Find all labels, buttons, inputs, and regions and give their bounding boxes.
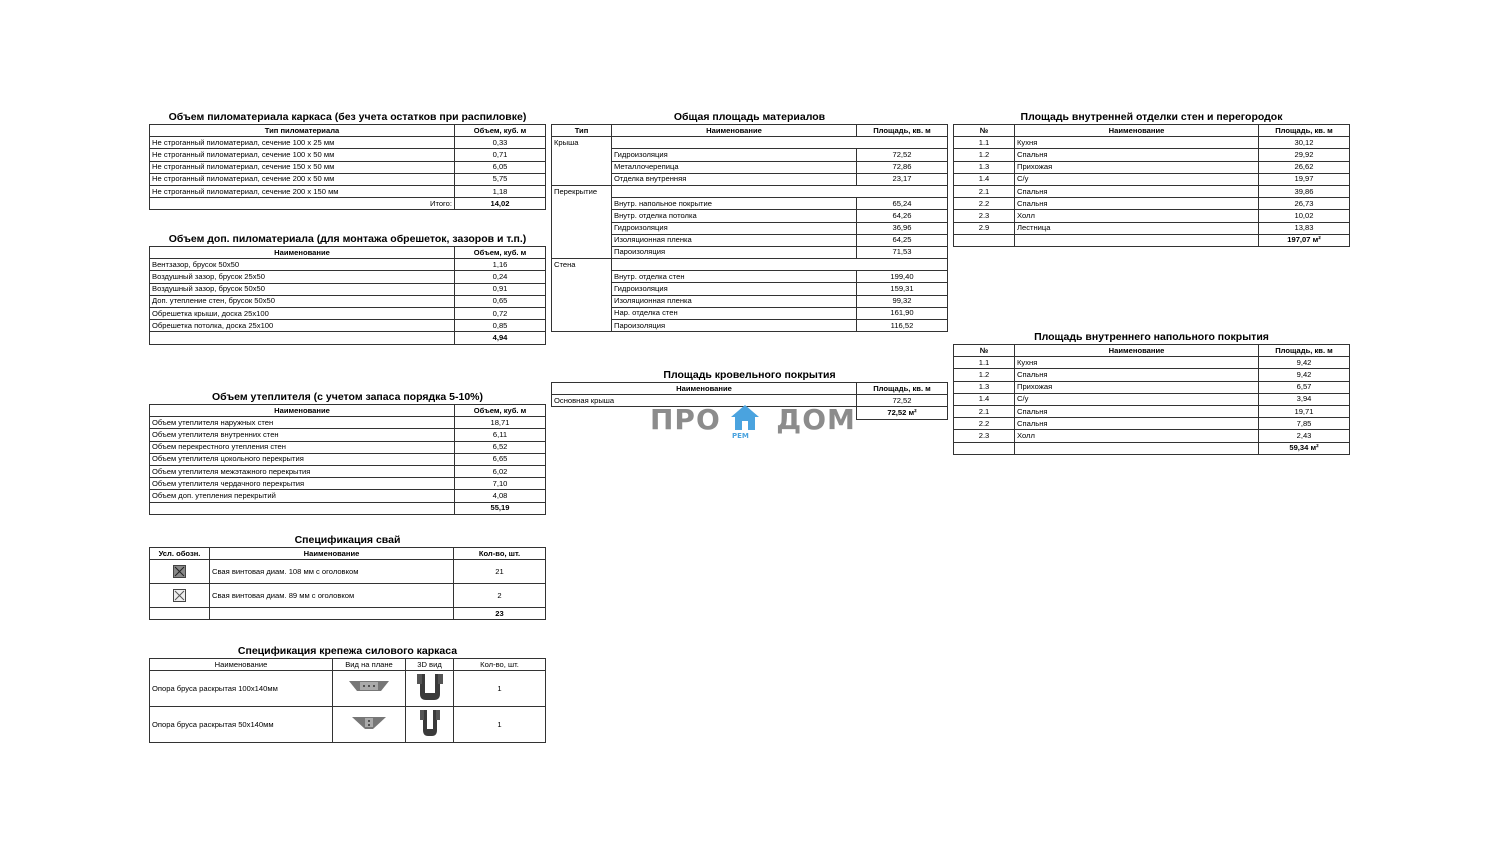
empty-cell (552, 210, 612, 222)
table-row (552, 271, 948, 283)
lumber-table (149, 124, 546, 210)
insulation-table (149, 404, 546, 515)
table-row (150, 307, 546, 319)
walls-table (953, 124, 1350, 247)
cell-value: 72,52 (857, 395, 948, 407)
table-row (552, 283, 948, 295)
col-header: Наименование (210, 548, 454, 560)
lumber-title: Объем пиломатериала каркаса (без учета остатков при распиловке) (168, 111, 527, 123)
cell-value: 10,02 (1259, 210, 1350, 222)
table-row (150, 441, 546, 453)
empty-cell (857, 137, 948, 149)
table-row (954, 430, 1350, 442)
table-row (954, 393, 1350, 405)
table-row (552, 222, 948, 234)
cell-name: Свая винтовая диам. 108 мм с оголовком (210, 560, 454, 584)
cell-value: 0,33 (455, 137, 546, 149)
cell-name: Отделка внутренняя (612, 173, 857, 185)
empty-cell (612, 259, 857, 271)
total-value: 55,19 (455, 502, 546, 514)
cell-name: Спальня (1015, 405, 1259, 417)
table-row (954, 173, 1350, 185)
cell-value: 9,42 (1259, 357, 1350, 369)
piles-table (149, 547, 546, 620)
cell-value: 5,75 (455, 173, 546, 185)
empty-cell (552, 271, 612, 283)
cell-name: Основная крыша (552, 395, 857, 407)
empty-cell (552, 234, 612, 246)
cell-name: Объем утеплителя чердачного перекрытия (150, 478, 455, 490)
empty-cell (1015, 442, 1259, 454)
table-row (552, 234, 948, 246)
table-row (150, 137, 546, 149)
table-row (150, 185, 546, 197)
table-row (552, 210, 948, 222)
cell-name: Вентзазор, брусок 50х50 (150, 259, 455, 271)
logo-left-text: ПРО (650, 403, 721, 436)
table-row (954, 405, 1350, 417)
empty-cell (552, 320, 612, 332)
table-row (552, 246, 948, 258)
cell-number: 1.3 (954, 161, 1015, 173)
cell-value: 199,40 (857, 271, 948, 283)
cell-qty: 1 (454, 671, 546, 707)
cell-number: 2.9 (954, 222, 1015, 234)
table-row (150, 584, 546, 608)
cell-name: Холл (1015, 430, 1259, 442)
col-header: Площадь, кв. м (857, 125, 948, 137)
total-row (150, 608, 546, 620)
cell-name: Доп. утепление стен, брусок 50х50 (150, 295, 455, 307)
cell-value: 159,31 (857, 283, 948, 295)
cell-value: 6,65 (455, 453, 546, 465)
table-row (150, 465, 546, 477)
cell-value: 6,57 (1259, 381, 1350, 393)
cell-value: 3,94 (1259, 393, 1350, 405)
table-row (552, 307, 948, 319)
empty-cell (954, 442, 1015, 454)
cell-number: 1.1 (954, 357, 1015, 369)
table-row (150, 271, 546, 283)
cell-number: 2.2 (954, 418, 1015, 430)
cell-number: 1.3 (954, 381, 1015, 393)
group-type: Перекрытие (552, 185, 612, 197)
floors-table (953, 344, 1350, 455)
cell-name: Не строганный пиломатериал, сечение 100 х 50 мм (150, 149, 455, 161)
cell-value: 0,85 (455, 320, 546, 332)
cell-name: Металлочерепица (612, 161, 857, 173)
cell-number: 1.4 (954, 393, 1015, 405)
empty-cell (857, 259, 948, 271)
cell-name: Обрешетка потолка, доска 25х100 (150, 320, 455, 332)
cell-name: Изоляционная пленка (612, 234, 857, 246)
materials-title: Общая площадь материалов (673, 111, 826, 123)
total-value: 59,34 м² (1259, 442, 1350, 454)
cell-name: Не строганный пиломатериал, сечение 150 х 50 мм (150, 161, 455, 173)
joist-hanger-3d-icon (406, 671, 454, 707)
empty-cell (552, 283, 612, 295)
cell-value: 6,52 (455, 441, 546, 453)
table-row (150, 707, 546, 743)
cell-value: 26,73 (1259, 198, 1350, 210)
table-row (150, 417, 546, 429)
cell-name: Не строганный пиломатериал, сечение 200 х 150 мм (150, 185, 455, 197)
pile-108-symbol-icon (173, 565, 186, 578)
total-value: 72,52 м² (857, 407, 948, 419)
table-row (954, 149, 1350, 161)
cell-name: Пароизоляция (612, 246, 857, 258)
cell-name: Нар. отделка стен (612, 307, 857, 319)
col-header: № (954, 125, 1015, 137)
cell-name: Воздушный зазор, брусок 25х50 (150, 271, 455, 283)
empty-cell (612, 185, 857, 197)
group-type: Стена (552, 259, 612, 271)
cell-name: С/у (1015, 173, 1259, 185)
cell-value: 30,12 (1259, 137, 1350, 149)
cell-number: 2.1 (954, 405, 1015, 417)
cell-value: 72,86 (857, 161, 948, 173)
cell-value: 19,71 (1259, 405, 1350, 417)
cell-number: 2.3 (954, 430, 1015, 442)
cell-value: 39,86 (1259, 185, 1350, 197)
col-header: Кол-во, шт. (454, 659, 546, 671)
cell-name: Пароизоляция (612, 320, 857, 332)
col-header: 3D вид (406, 659, 454, 671)
total-row (954, 234, 1350, 246)
col-header: Вид на плане (333, 659, 406, 671)
cell-name: Объем доп. утепления перекрытий (150, 490, 455, 502)
cell-value: 0,72 (455, 307, 546, 319)
cell-name: Внутр. отделка потолка (612, 210, 857, 222)
table-row (150, 453, 546, 465)
piles-table-block (149, 534, 546, 620)
logo-right-text: ДОМ (776, 403, 856, 436)
cell-value: 65,24 (857, 198, 948, 210)
cell-value: 0,24 (455, 271, 546, 283)
cell-name: Изоляционная пленка (612, 295, 857, 307)
cell-name: Прихожая (1015, 161, 1259, 173)
empty-cell (552, 246, 612, 258)
table-row (954, 369, 1350, 381)
col-header: Наименование (150, 659, 333, 671)
cell-value: 64,25 (857, 234, 948, 246)
table-row (150, 429, 546, 441)
empty-cell (150, 608, 210, 620)
empty-cell (552, 307, 612, 319)
table-row (954, 222, 1350, 234)
table-row (150, 490, 546, 502)
walls-title: Площадь внутренней отделки стен и перегородок (1020, 111, 1283, 123)
empty-cell (954, 234, 1015, 246)
total-value: 23 (454, 608, 546, 620)
cell-number: 2.2 (954, 198, 1015, 210)
table-row (954, 210, 1350, 222)
floors-table-block (953, 331, 1350, 455)
symbol-cell (150, 560, 210, 584)
cell-value: 26,62 (1259, 161, 1350, 173)
total-row (150, 198, 546, 210)
table-row (954, 161, 1350, 173)
table-row (552, 295, 948, 307)
cell-name: Обрешетка крыши, доска 25х100 (150, 307, 455, 319)
col-header: Наименование (1015, 345, 1259, 357)
cell-value: 6,11 (455, 429, 546, 441)
col-header: Тип (552, 125, 612, 137)
cell-value: 13,83 (1259, 222, 1350, 234)
fasteners-table-block (149, 645, 546, 743)
col-header: Объем, куб. м (455, 405, 546, 417)
cell-name: Объем утеплителя внутренних стен (150, 429, 455, 441)
total-value: 14,02 (455, 198, 546, 210)
table-row (150, 149, 546, 161)
cell-name: Спальня (1015, 149, 1259, 161)
walls-table-block (953, 111, 1350, 247)
cell-name: Воздушный зазор, брусок 50х50 (150, 283, 455, 295)
cell-value: 2,43 (1259, 430, 1350, 442)
cell-name: Лестница (1015, 222, 1259, 234)
empty-cell (552, 295, 612, 307)
empty-cell (552, 149, 612, 161)
cell-value: 72,52 (857, 149, 948, 161)
col-header: Усл. обозн. (150, 548, 210, 560)
cell-name: Спальня (1015, 369, 1259, 381)
col-header: Тип пиломатериала (150, 125, 455, 137)
table-row (552, 320, 948, 332)
cell-value: 6,05 (455, 161, 546, 173)
cell-name: Спальня (1015, 185, 1259, 197)
table-row (150, 283, 546, 295)
cell-name: Холл (1015, 210, 1259, 222)
roofing-title: Площадь кровельного покрытия (663, 369, 836, 381)
table-row (954, 381, 1350, 393)
table-row (150, 295, 546, 307)
cell-number: 1.2 (954, 369, 1015, 381)
joist-hanger-3d-icon (406, 707, 454, 743)
col-header: Площадь, кв. м (1259, 345, 1350, 357)
table-row (150, 173, 546, 185)
cell-number: 1.1 (954, 137, 1015, 149)
logo-sub-text: РЕМ (732, 432, 749, 440)
empty-cell (552, 222, 612, 234)
extra-lumber-title: Объем доп. пиломатериала (для монтажа обрешеток, зазоров и т.п.) (168, 233, 527, 245)
table-row (954, 198, 1350, 210)
cell-name: Опора бруса раскрытая 100х140мм (150, 671, 333, 707)
cell-name: Спальня (1015, 198, 1259, 210)
fasteners-title: Спецификация крепежа силового каркаса (237, 645, 458, 657)
col-header: Наименование (1015, 125, 1259, 137)
cell-qty: 21 (454, 560, 546, 584)
total-value: 197,07 м² (1259, 234, 1350, 246)
joist-hanger-plan-icon (333, 671, 406, 707)
cell-value: 7,85 (1259, 418, 1350, 430)
total-label: Итого: (150, 198, 455, 210)
cell-name: Спальня (1015, 418, 1259, 430)
cell-value: 1,18 (455, 185, 546, 197)
cell-number: 1.4 (954, 173, 1015, 185)
empty-cell (552, 173, 612, 185)
cell-name: Не строганный пиломатериал, сечение 100 х 25 мм (150, 137, 455, 149)
empty-cell (1015, 234, 1259, 246)
fasteners-table (149, 658, 546, 743)
col-header: Наименование (150, 247, 455, 259)
cell-value: 7,10 (455, 478, 546, 490)
cell-name: Объем утеплителя межэтажного перекрытия (150, 465, 455, 477)
total-row (150, 332, 546, 344)
col-header: № (954, 345, 1015, 357)
table-row (552, 198, 948, 210)
cell-name: С/у (1015, 393, 1259, 405)
table-row (150, 560, 546, 584)
cell-name: Не строганный пиломатериал, сечение 200 х 50 мм (150, 173, 455, 185)
insulation-title: Объем утеплителя (с учетом запаса порядка 5-10%) (211, 391, 484, 403)
empty-cell (857, 185, 948, 197)
col-header: Наименование (150, 405, 455, 417)
group-row (552, 259, 948, 271)
cell-name: Кухня (1015, 137, 1259, 149)
cell-name: Гидроизоляция (612, 283, 857, 295)
group-row (552, 137, 948, 149)
extra-lumber-table-block (149, 233, 546, 345)
cell-name: Объем перекрестного утепления стен (150, 441, 455, 453)
cell-value: 1,16 (455, 259, 546, 271)
house-icon (729, 403, 761, 433)
cell-value: 99,32 (857, 295, 948, 307)
joist-hanger-plan-icon (333, 707, 406, 743)
cell-value: 18,71 (455, 417, 546, 429)
col-header: Объем, куб. м (455, 247, 546, 259)
piles-title: Спецификация свай (294, 534, 401, 546)
cell-value: 6,02 (455, 465, 546, 477)
cell-name: Внутр. напольное покрытие (612, 198, 857, 210)
table-row (150, 478, 546, 490)
cell-value: 36,96 (857, 222, 948, 234)
cell-value: 161,90 (857, 307, 948, 319)
empty-cell (552, 161, 612, 173)
table-row (954, 185, 1350, 197)
cell-value: 0,91 (455, 283, 546, 295)
empty-cell (210, 608, 454, 620)
cell-name: Объем утеплителя цокольного перекрытия (150, 453, 455, 465)
col-header: Площадь, кв. м (857, 383, 948, 395)
col-header: Объем, куб. м (455, 125, 546, 137)
cell-name: Свая винтовая диам. 89 мм с оголовком (210, 584, 454, 608)
floors-title: Площадь внутреннего напольного покрытия (1034, 331, 1269, 343)
pro-dom-logo (650, 403, 856, 440)
cell-name: Кухня (1015, 357, 1259, 369)
total-row (954, 442, 1350, 454)
cell-value: 19,97 (1259, 173, 1350, 185)
cell-name: Опора бруса раскрытая 50х140мм (150, 707, 333, 743)
cell-name: Прихожая (1015, 381, 1259, 393)
lumber-table-block (149, 111, 546, 210)
cell-value: 29,92 (1259, 149, 1350, 161)
insulation-table-block (149, 391, 546, 515)
materials-table-block (551, 111, 948, 332)
cell-value: 71,53 (857, 246, 948, 258)
cell-number: 2.3 (954, 210, 1015, 222)
cell-number: 2.1 (954, 185, 1015, 197)
col-header: Площадь, кв. м (1259, 125, 1350, 137)
cell-qty: 2 (454, 584, 546, 608)
table-row (954, 418, 1350, 430)
table-row (552, 149, 948, 161)
cell-value: 4,08 (455, 490, 546, 502)
materials-table (551, 124, 948, 332)
extra-lumber-table (149, 246, 546, 345)
col-header: Наименование (612, 125, 857, 137)
cell-value: 116,52 (857, 320, 948, 332)
cell-value: 9,42 (1259, 369, 1350, 381)
pile-89-symbol-icon (173, 589, 186, 602)
group-row (552, 185, 948, 197)
total-value: 4,94 (455, 332, 546, 344)
table-row (150, 320, 546, 332)
table-row (954, 137, 1350, 149)
cell-value: 23,17 (857, 173, 948, 185)
cell-value: 0,65 (455, 295, 546, 307)
table-row (954, 357, 1350, 369)
table-row (552, 161, 948, 173)
cell-name: Гидроизоляция (612, 149, 857, 161)
total-label (150, 502, 455, 514)
cell-name: Внутр. отделка стен (612, 271, 857, 283)
table-row (150, 671, 546, 707)
total-row (150, 502, 546, 514)
cell-qty: 1 (454, 707, 546, 743)
cell-value: 64,26 (857, 210, 948, 222)
table-row (552, 173, 948, 185)
empty-cell (552, 198, 612, 210)
table-row (150, 259, 546, 271)
cell-number: 1.2 (954, 149, 1015, 161)
total-label (150, 332, 455, 344)
group-type: Крыша (552, 137, 612, 149)
cell-name: Объем утеплителя наружных стен (150, 417, 455, 429)
cell-value: 0,71 (455, 149, 546, 161)
col-header: Наименование (552, 383, 857, 395)
symbol-cell (150, 584, 210, 608)
table-row (150, 161, 546, 173)
empty-cell (612, 137, 857, 149)
cell-name: Гидроизоляция (612, 222, 857, 234)
col-header: Кол-во, шт. (454, 548, 546, 560)
